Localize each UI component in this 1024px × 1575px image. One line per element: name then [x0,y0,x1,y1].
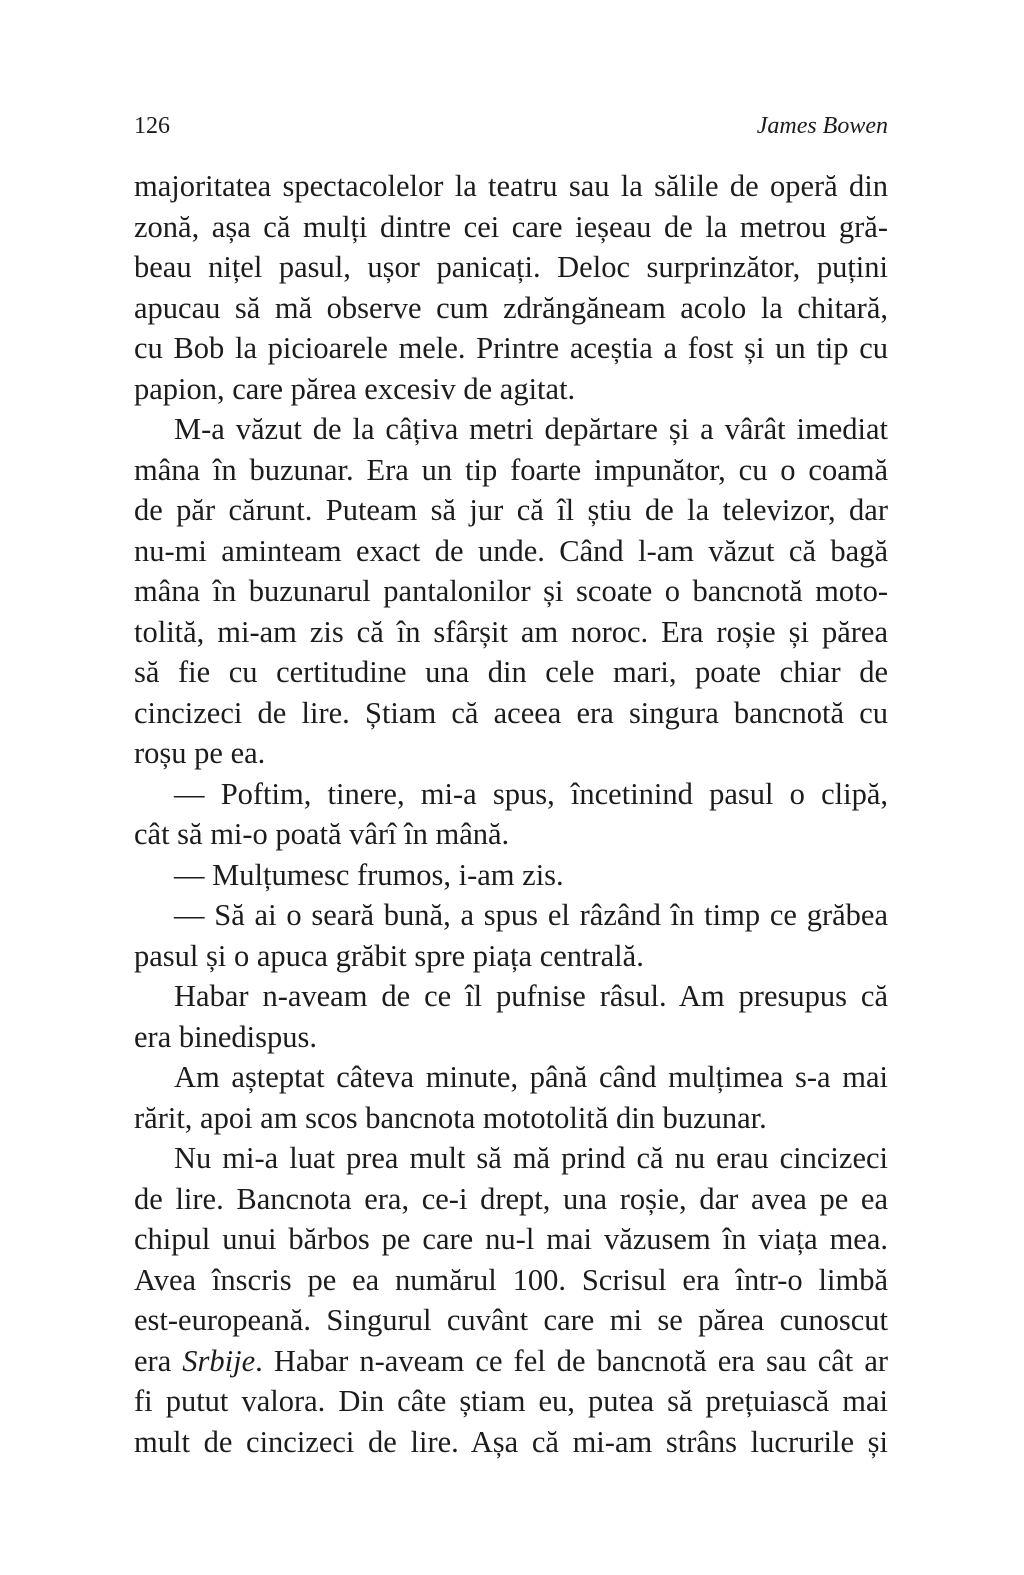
text-fragment: era [134,1343,172,1378]
text-line: beau nițel pasul, ușor panicați. Deloc surprinzător, puțini [134,250,888,284]
text-line: — Să ai o seară bună, a spus el râzând în timp ce grăbea [174,898,888,932]
text-line: cu Bob la picioarele mele. Printre aceștia a fost și un tip cu [134,331,888,365]
text-line: cât să mi-o poată vârî în mână. [134,817,510,851]
text-line: fi putut valora. Din câte știam eu, putea să prețuiască mai [134,1384,888,1418]
text-line: zonă, așa că mulți dintre cei care ieșeau de la metrou gră- [134,209,888,244]
text-line: M-a văzut de la câțiva metri depărtare și a vârât imediat [174,412,888,446]
page-header [134,108,888,144]
text-line: est-europeană. Singurul cuvânt care mi se părea cunoscut [134,1303,888,1337]
page-number: 126 [134,113,170,139]
text-line: rărit, apoi am scos bancnota mototolită din buzunar. [134,1100,767,1135]
text-line: majoritatea spectacolelor la teatru sau la sălile de operă din [134,169,888,203]
running-head-author: James Bowen [756,113,888,139]
text-line: de lire. Bancnota era, ce-i drept, una roșie, dar avea pe ea [134,1181,888,1216]
text-line: mâna în buzunar. Era un tip foarte impunător, cu o coamă [134,452,888,487]
text-line: chipul unui bărbos pe care nu-l mai văzusem în viața mea. [134,1222,888,1256]
text-line: cincizeci de lire. Știam că aceea era singura bancnotă cu [134,695,888,730]
text-line: mult de cincizeci de lire. Așa că mi-am strâns lucrurile și [134,1424,888,1459]
text-line: apucau să mă observe cum zdrăngăneam acolo la chitară, [134,290,888,325]
text-line: nu-mi aminteam exact de unde. Când l-am văzut că bagă [134,533,888,568]
body-text [134,166,888,1462]
text-line: era binedispus. [134,1019,317,1054]
text-line: roșu pe ea. [134,736,266,770]
text-fragment: . Habar n-aveam ce fel de bancnotă era sau cât ar [255,1343,889,1378]
text-line-with-italic [134,1341,888,1382]
text-line: — Mulțumesc frumos, i-am zis. [174,857,564,892]
text-line: — Poftim, tinere, mi-a spus, încetinind pasul o clipă, [174,776,888,811]
text-line: Avea înscris pe ea numărul 100. Scrisul era într-o limbă [134,1262,888,1297]
italic-word-srbije: Srbije [182,1343,256,1378]
text-line: să fie cu certitudine una din cele mari, poate chiar de [134,655,888,689]
text-line: tolită, mi-am zis că în sfârșit am noroc. Era roșie și părea [134,614,888,649]
text-line: Nu mi-a luat prea mult să mă prind că nu erau cincizeci [174,1141,888,1175]
text-line: Am așteptat câteva minute, până când mulțimea s-a mai [174,1060,888,1094]
text-line: de păr cărunt. Puteam să jur că îl știu de la televizor, dar [134,493,888,527]
text-line: papion, care părea excesiv de agitat. [134,371,576,406]
text-line: mâna în buzunarul pantalonilor și scoate o bancnotă moto- [134,574,888,608]
text-line: pasul și o apuca grăbit spre piața centrală. [134,938,644,973]
text-line: Habar n-aveam de ce îl pufnise râsul. Am presupus că [174,979,888,1013]
